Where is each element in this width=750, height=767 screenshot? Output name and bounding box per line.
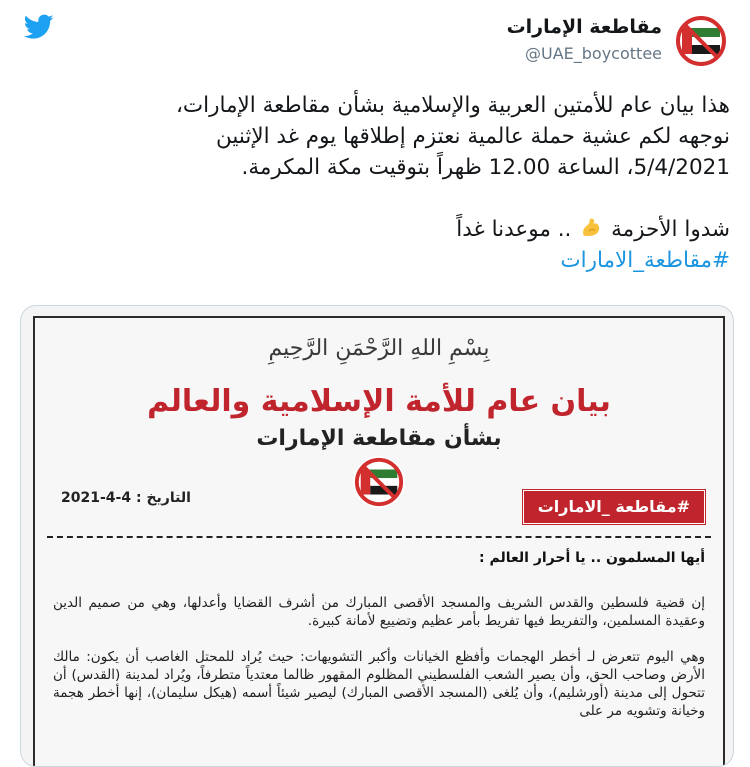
tweet-line: 5/4/2021، الساعة 12.00 ظهراً بتوقيت مكة المكرمة. xyxy=(241,155,730,180)
tweet-line: هذا بيان عام للأمتين العربية والإسلامية بشأن مقاطعة الإمارات، xyxy=(175,93,730,118)
statement-document xyxy=(33,316,725,767)
author-handle[interactable]: @UAE_boycottee xyxy=(525,44,662,63)
document-hashtag-banner: #مقاطعة _الامارات xyxy=(523,490,705,524)
tweet-text-segment: .. موعدنا غداً xyxy=(456,217,572,242)
document-divider xyxy=(47,536,711,538)
boycott-logo-icon xyxy=(674,14,728,68)
document-subtitle: بشأن مقاطعة الإمارات xyxy=(256,426,502,451)
attached-image[interactable] xyxy=(20,305,734,767)
flexed-biceps-icon xyxy=(580,217,602,239)
tweet-text-segment: شدوا الأحزمة xyxy=(611,217,730,242)
document-basmala: بِسْمِ اللهِ الرَّحْمَنِ الرَّحِيمِ xyxy=(268,336,490,361)
document-greeting: أيها المسلمون .. يا أحرار العالم : xyxy=(479,550,705,566)
tweet-text xyxy=(18,90,730,276)
document-logo xyxy=(353,456,405,508)
document-paragraph: وهي اليوم تتعرض لـ أخطر الهجمات وأفظع الخيانات وأكبر التشويهات: حيث يُراد للمحتل الغاصب أن يكون: مالك الأرض وصاحب الحق، وأن يصير الشعب الفلسطيني المظلوم المقهور ظالما معتدياً متطرفاً، ويُراد لمدينة (القدس) أن تتحول إلى مدينة (أورشليم)، وأن يُلغى (المسجد الأقصى المبارك) ليصير شيئاً أسمه (هيكل سليمان)، إنها أخطر هجمة وخيانة وتشويه مر على xyxy=(53,649,705,719)
document-date: التاريخ : 4-4-2021 xyxy=(61,490,191,506)
tweet-line: نوجهه لكم عشية حملة عالمية نعتزم إطلاقها يوم غد الإثنين xyxy=(216,124,730,149)
tweet-line xyxy=(18,214,730,245)
avatar[interactable] xyxy=(674,14,728,68)
boycott-logo-icon xyxy=(353,456,405,508)
twitter-bird-icon[interactable] xyxy=(24,14,54,40)
document-paragraph: إن قضية فلسطين والقدس الشريف والمسجد الأقصى المبارك من أشرف القضايا وأعدلها، وهي من صميم الدين وعقيدة المسلمين، والتفريط فيها تفريط بأمر عظيم وتضييع لأمانة كبيرة. xyxy=(53,595,705,629)
author-name[interactable]: مقاطعة الإمارات xyxy=(506,16,662,38)
document-title: بيان عام للأمة الإسلامية والعالم xyxy=(147,384,611,419)
hashtag-link[interactable]: #مقاطعة_الامارات xyxy=(560,248,730,273)
